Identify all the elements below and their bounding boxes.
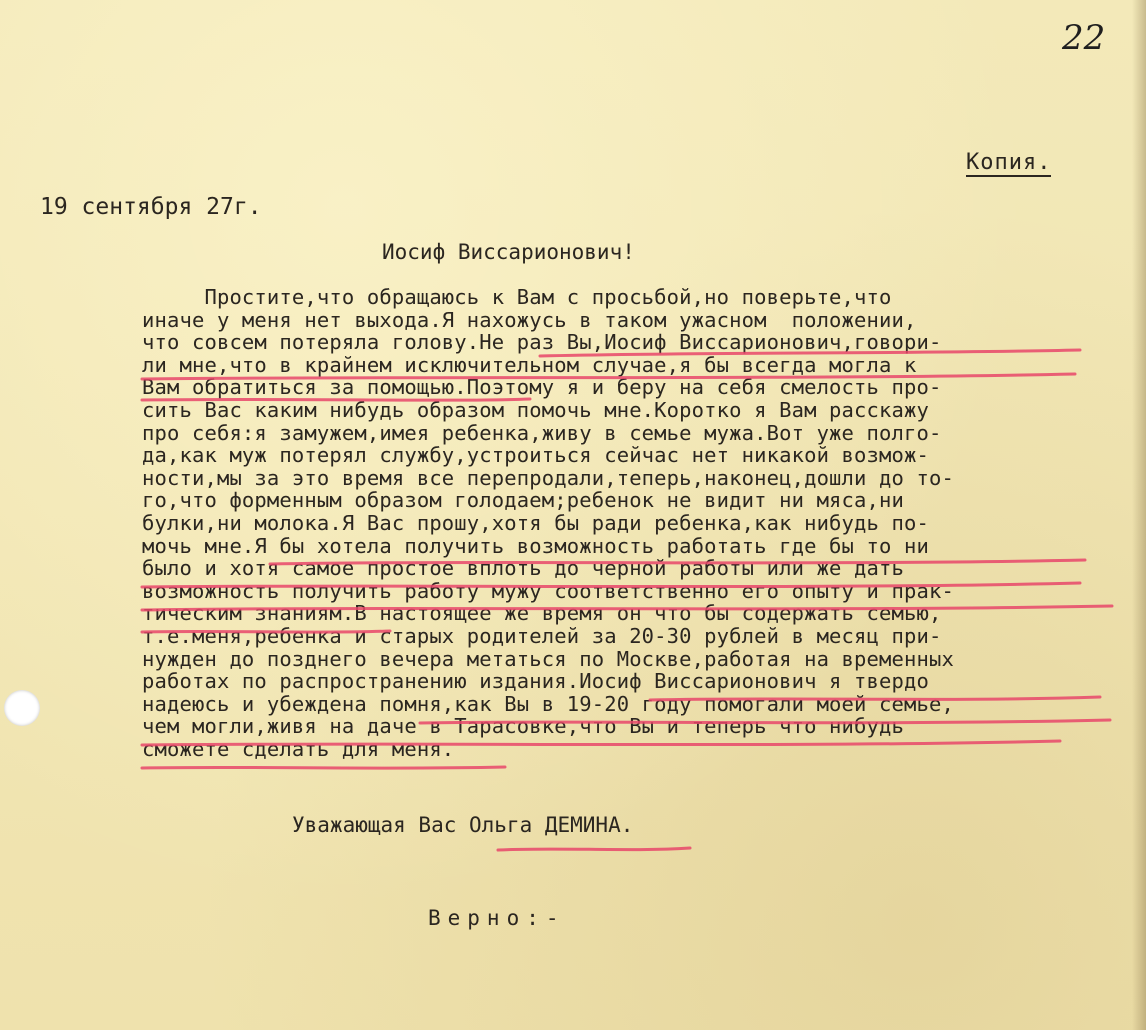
body-line: иначе у меня нет выхода.Я нахожусь в таком ужасном положении, [142,307,917,332]
page-number: 22 [1062,18,1106,58]
red-underline [650,697,1100,700]
body-line: возможность получить работу мужу соответственно его опыту и прак- [142,578,954,603]
body-line: было и хотя самое простое вплоть до черной работы или же дать [142,556,905,581]
red-underline [420,720,1110,723]
body-line: надеюсь и убеждена помня,как Вы в 19-20 году помогали моей семье, [142,691,954,716]
body-line: ности,мы за это время все перепродали,теперь,наконец,дошли до то- [142,465,954,490]
body-line: да,как муж потерял службу,устроиться сейчас нет никакой возмож- [142,443,929,468]
red-underline [142,583,1080,587]
red-underline [540,350,1080,356]
body-line: мочь мне.Я бы хотела получить возможность работать где бы то ни [142,533,929,558]
body-line: го,что форменным образом голодаем;ребенок не видит ни мяса,ни [142,488,905,513]
red-underline [142,374,1075,379]
salutation: Иосиф Виссарионович! [382,240,635,264]
signature-line: Уважающая Вас Ольга ДЕМИНА. [292,813,634,837]
red-underline [270,560,1085,564]
body-line: нужден до позднего вечера метаться по Москве,работая на временных [142,646,954,671]
body-line: чем могли,живя на даче в Тарасовке,что Вы и теперь что нибудь [142,714,905,739]
certification-mark: Верно:- [428,906,566,930]
body-line: тическим знаниям.В настоящее же время он что бы содержать семью, [142,601,942,626]
body-line: сможете сделать для меня. [142,736,455,761]
copy-mark-text: Копия. [966,150,1052,175]
red-underline [142,767,505,768]
body-line: что совсем потеряла голову.Не раз Вы,Иосиф Виссарионович,говори- [142,330,942,355]
body-line: ли мне,что в крайнем исключительном случае,я бы всегда могла к [142,352,917,377]
body-line: про себя:я замужем,имея ребенка,живу в семье мужа.Вот уже полго- [142,420,942,445]
body-line: Простите,что обращаюсь к Вам с просьбой,но поверьте,что [142,285,892,309]
red-underline [498,848,690,850]
body-line: Вам обратиться за помощью.Поэтому я и беру на себя смелость про- [142,375,942,400]
red-underline [142,399,530,400]
letter-date: 19 сентября 27г. [40,194,262,220]
body-line: булки,ни молока.Я Вас прошу,хотя бы ради ребенка,как нибудь по- [142,510,929,535]
red-underline [142,741,1060,745]
red-underline [142,606,1112,610]
body-line: т.е.меня,ребенка и старых родителей за 20-30 рублей в месяц при- [142,623,942,648]
body-line: работах по распространению издания.Иосиф Виссарионович я твердо [142,669,929,694]
body-line: сить Вас каким нибудь образом помочь мне.Коротко я Вам расскажу [142,397,929,422]
red-underline [142,631,390,632]
